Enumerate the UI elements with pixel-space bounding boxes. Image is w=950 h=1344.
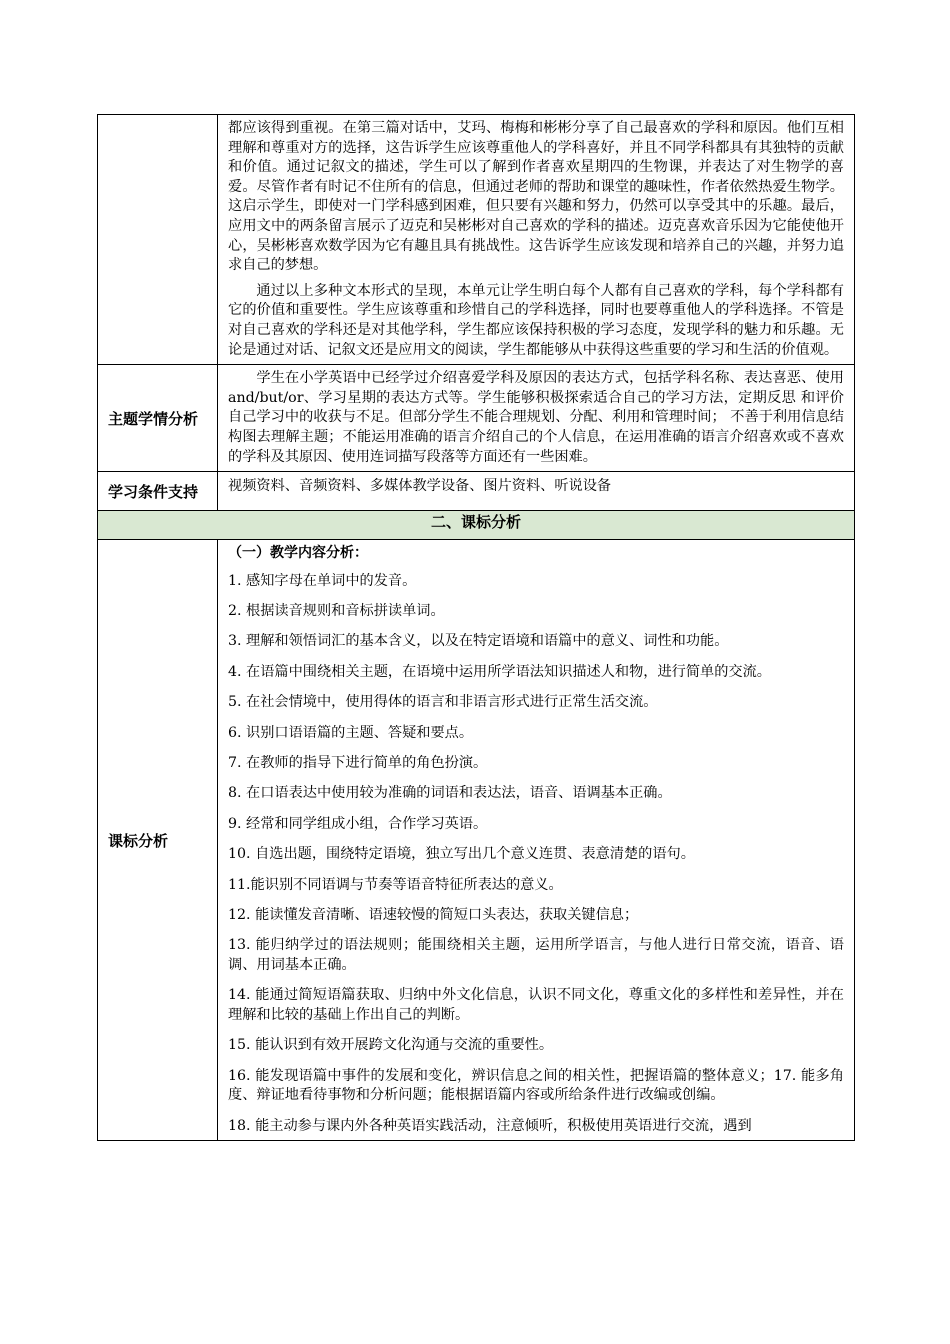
standard-item: 3. 理解和领悟词汇的基本含义，以及在特定语境和语篇中的意义、词性和功能。 <box>228 633 729 650</box>
row-theme-analysis-continued <box>98 115 855 365</box>
theme-paragraph-2: 通过以上多种文本形式的呈现，本单元让学生明白每个人都有自己喜欢的学科，每个学科都有它的价值和重要性。学生应该尊重和珍惜自己的学科选择，同时也要尊重他人的学科选择。不管是对自己喜欢的学科还是对其他学科，学生都应该保持积极的学习态度，发现学科的魅力和乐趣。无论是通过对话、记叙文还是应用文的阅读，学生都能够从中获得这些重要的学习和生活的价值观。 <box>228 282 844 358</box>
learning-conditions-text: 视频资料、音频资料、多媒体教学设备、图片资料、听说设备 <box>228 478 612 495</box>
student-analysis-label: 主题学情分析 <box>98 365 218 472</box>
standard-item: 6. 识别口语语篇的主题、答疑和要点。 <box>228 724 474 741</box>
standard-item: 8. 在口语表达中使用较为准确的词语和表达法，语音、语调基本正确。 <box>228 785 672 802</box>
standard-item: 15. 能认识到有效开展跨文化沟通与交流的重要性。 <box>228 1037 554 1054</box>
standard-item: 14. 能通过简短语篇获取、归纳中外文化信息，认识不同文化，尊重文化的多样性和差异性，并在理解和比较的基础上作出自己的判断。 <box>228 987 844 1023</box>
student-analysis-text: 学生在小学英语中已经学过介绍喜爱学科及原因的表达方式，包括学科名称、表达喜恶、使用 and/but/or、学习星期的表达方式等。学生能够积极探索适合自己的学习方法，定期反思 和评价自己学习中的收获与不足。但部分学生不能合理规划、分配、利用和管理时间； 不善于利用信息结构图去理解主题；不能运用准确的语言介绍自己的个人信息，在运用准确的语言介绍喜欢或不喜欢的学科及其原因、使用连词描写段落等方面还有一些困难。 <box>228 370 844 465</box>
learning-conditions-content <box>218 472 855 511</box>
curriculum-standards-label: 课标分析 <box>98 540 218 1141</box>
section-2-title: 二、课标分析 <box>98 511 855 540</box>
standard-item: 7. 在教师的指导下进行简单的角色扮演。 <box>228 755 488 772</box>
row-curriculum-standards <box>98 540 855 1141</box>
curriculum-standards-content <box>218 540 855 1141</box>
teaching-content-heading: （一）教学内容分析： <box>228 545 368 562</box>
standard-item: 16. 能发现语篇中事件的发展和变化，辨识信息之间的相关性，把握语篇的整体意义；17. 能多角度、辩证地看待事物和分析问题；能根据语篇内容或所给条件进行改编或创编。 <box>228 1067 844 1104</box>
theme-paragraph-1: 都应该得到重视。在第三篇对话中，艾玛、梅梅和彬彬分享了自己最喜欢的学科和原因。他们互相理解和尊重对方的选择，这告诉学生应该尊重他人的学科喜好，并且不同学科都具有其独特的贡献和价值。通过记叙文的描述，学生可以了解到作者喜欢星期四的生物课，并表达了对生物学的喜爱。尽管作者有时记不住所有的信息，但通过老师的帮助和课堂的趣味性，作者依然热爱生物学。这启示学生，即使对一门学科感到困难，但只要有兴趣和努力，仍然可以享受其中的乐趣。最后，应用文中的两条留言展示了迈克和吴彬彬对自己喜欢的学科的描述。迈克喜欢音乐因为它能使他开心，吴彬彬喜欢数学因为它有趣且具有挑战性。这告诉学生应该发现和培养自己的兴趣，并努力追求自己的梦想。 <box>228 120 844 274</box>
standard-item: 4. 在语篇中围绕相关主题，在语境中运用所学语法知识描述人和物，进行简单的交流。 <box>228 663 771 680</box>
standard-item: 18. 能主动参与课内外各种英语实践活动，注意倾听，积极使用英语进行交流，遇到 <box>228 1117 752 1134</box>
standard-item: 10. 自选出题，围绕特定语境，独立写出几个意义连贯、表意清楚的语句。 <box>228 846 695 863</box>
row-student-analysis <box>98 365 855 472</box>
student-analysis-content <box>218 365 855 472</box>
lesson-plan-table <box>97 114 855 1141</box>
standard-item: 9. 经常和同学组成小组，合作学习英语。 <box>228 815 488 832</box>
standard-item: 1. 感知字母在单词中的发音。 <box>228 572 417 589</box>
theme-analysis-content <box>218 115 855 365</box>
standard-item: 12. 能读懂发音清晰、语速较慢的简短口头表达，获取关键信息； <box>228 906 639 923</box>
standard-item: 5. 在社会情境中，使用得体的语言和非语言形式进行正常生活交流。 <box>228 694 658 711</box>
learning-conditions-label: 学习条件支持 <box>98 472 218 511</box>
row-learning-conditions <box>98 472 855 511</box>
standard-item: 2. 根据读音规则和音标拼读单词。 <box>228 603 445 620</box>
standard-item: 13. 能归纳学过的语法规则；能围绕相关主题，运用所学语言，与他人进行日常交流，语音、语调、用词基本正确。 <box>228 937 844 973</box>
standard-item: 11.能识别不同语调与节奏等语音特征所表达的意义。 <box>228 876 563 893</box>
section-header-row <box>98 511 855 540</box>
row-label-empty <box>98 115 218 365</box>
